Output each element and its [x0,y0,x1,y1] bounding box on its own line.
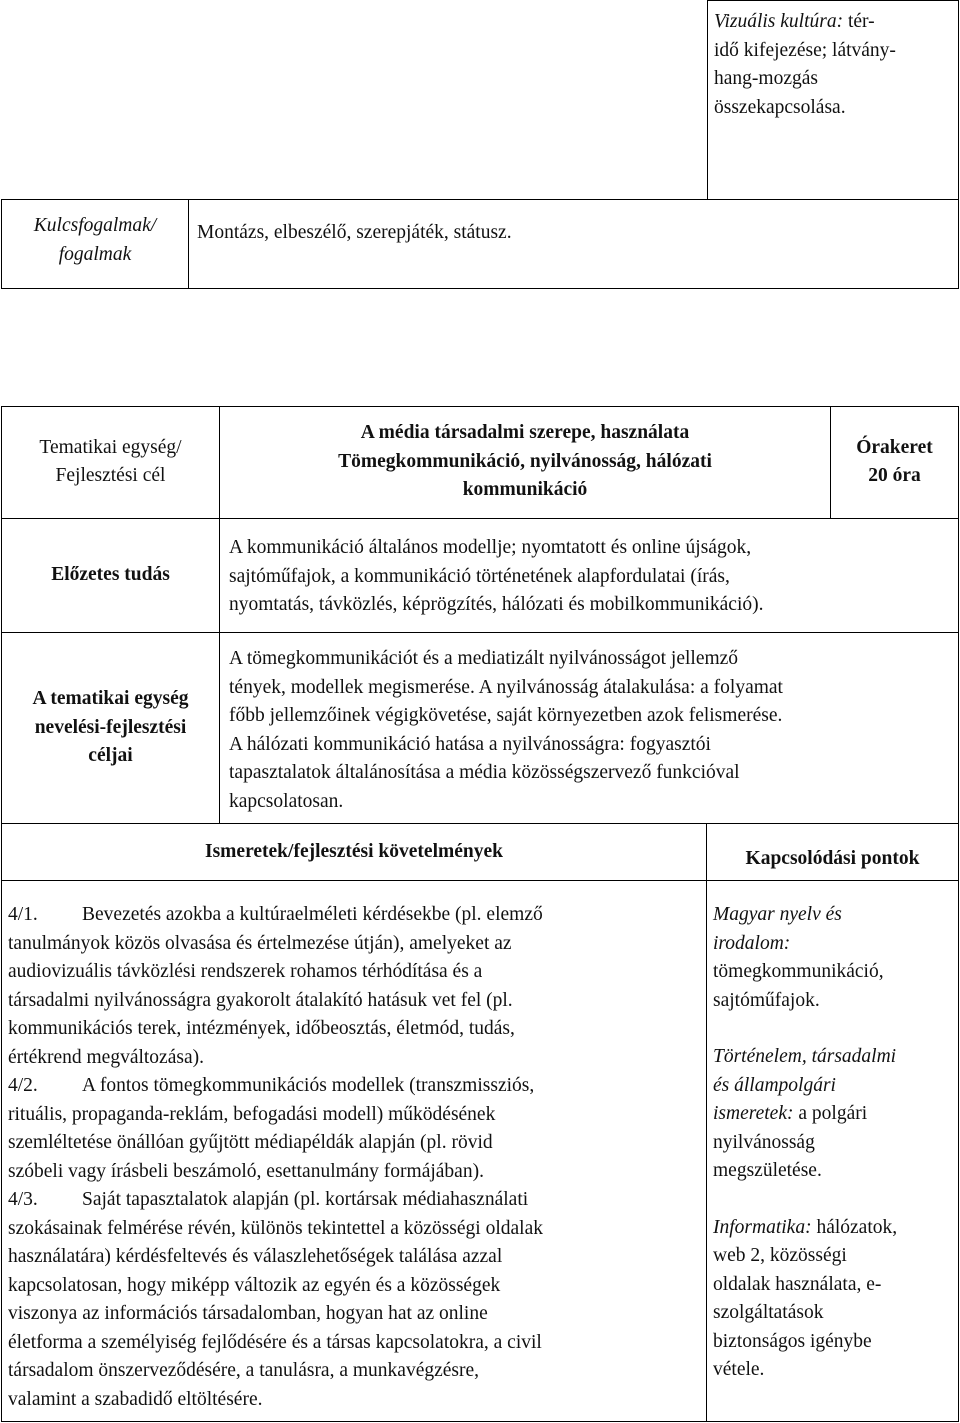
text-line: használatára) kérdésfeltevés és válaszlehetőségek találása azzal [8,1246,503,1267]
text-line: A tömegkommunikációt és a mediatizált nyilvánosságot jellemző [229,648,739,669]
connection-item [713,1043,955,1186]
text-line: sajtóműfajok. [713,989,820,1011]
label-line: Tematikai egység/ [39,436,182,458]
note-text: összekapcsolása. [714,96,846,118]
connections-header: Kapcsolódási pontok [745,847,920,869]
title-line: Tömegkommunikáció, nyilvánosság, hálózati [338,450,712,472]
text-line: audiovizuális távközlési rendszerek rohamos térhódítása és a [8,961,483,982]
unit-title [220,406,830,518]
label-line: Kulcsfogalmak/ [33,215,157,236]
connections-list [713,901,955,1385]
text-line: A kommunikáció általános modellje; nyomtatott és online újságok, [229,537,752,558]
subject-label: és állampolgári [713,1074,836,1096]
text-line: web 2, közösségi [713,1245,847,1266]
rule [958,406,959,1422]
text-line: kommunikációs terek, intézmények, időbeosztás, életmód, tudás, [8,1018,515,1039]
rule [707,0,708,200]
requirement-number: 4/1. [8,904,38,925]
text-line: A hálózati kommunikáció hatása a nyilvánosságra: fogyasztói [229,733,711,755]
note-text: idő kifejezése; látvány- [714,39,896,61]
requirement-item [8,901,700,1072]
requirement-item [8,1186,700,1414]
text-line: valamint a szabadidő eltöltésére. [8,1388,263,1410]
hours-label: Órakeret [856,436,933,458]
rule [1,1421,959,1422]
rule [706,823,707,1422]
rule [707,0,959,1]
goals-text [229,645,954,816]
goals-label [2,633,219,823]
text-line: Bevezetés azokba a kultúraelméleti kérdésekbe (pl. elemző [82,904,543,925]
text-line: szóbeli vagy írásbeli beszámoló, esettanulmány formájában). [8,1160,484,1182]
text-line: biztonságos igénybe [713,1330,872,1352]
text-line: A fontos tömegkommunikációs modellek (transzmissziós, [82,1075,535,1096]
connection-item [713,1214,955,1385]
text-line: szolgáltatások [713,1302,824,1323]
keywords-label [2,212,188,269]
text-line: oldalak használata, e- [713,1273,882,1295]
subject-label: irodalom: [713,932,791,954]
label-line: Fejlesztési cél [55,465,166,486]
title-line: A média társadalmi szerepe, használata [360,422,690,444]
text-line: kapcsolatosan, hogy miképp változik az egyén és a közösségek [8,1274,501,1296]
text-line: megszületése. [713,1160,822,1181]
connection-item [713,901,955,1015]
text-line: rituális, propaganda-reklám, befogadási modell) működésének [8,1103,496,1125]
label-line: nevelési-fejlesztési [34,716,187,738]
text-line: tömegkommunikáció, [713,961,884,982]
visual-culture-note [714,8,954,122]
text-line: életforma a személyiség fejlődésére és a társas kapcsolatokra, a civil [8,1331,542,1353]
keywords-value: Montázs, elbeszélő, szerepjáték, státusz. [197,222,512,243]
title-line: kommunikáció [462,479,588,501]
note-text: hang-mozgás [714,68,818,89]
rule [958,0,959,288]
subject-label: Vizuális kultúra: [714,11,844,32]
text-line: értékrend megváltozása). [8,1046,204,1068]
label-line: céljai [88,745,133,767]
requirement-item [8,1072,700,1186]
label-line: Előzetes tudás [51,564,170,586]
rule [1,199,959,200]
text-line: tapasztalatok általánosítása a média közösségszervező funkcióval [229,762,740,783]
hours-cell [831,406,958,518]
label-line: fogalmak [58,243,132,265]
text-line: sajtóműfajok, a kommunikáció történetének alapfordulatai (írás, [229,565,730,587]
text-line: kapcsolatosan. [229,790,344,812]
text-line: tények, modellek megismerése. A nyilvánosság átalakulása: a folyamat [229,676,783,698]
text-line: társadalmi nyilvánosságra gyakorolt átalakító hatásuk vet fel (pl. [8,989,513,1011]
text-line: szokásainak felmérése révén, különös tekintettel a közösségi oldalak [8,1217,543,1239]
hours-value: 20 óra [868,465,921,486]
prior-knowledge-label [2,519,219,632]
subject-label: ismeretek: [713,1103,794,1124]
subject-label: Történelem, társadalmi [713,1046,897,1067]
text-line: hálózatok, [816,1216,898,1238]
label-line: A tematikai egység [32,688,189,710]
text-line: szemléltetése önállóan gyűjtött médiapéldák alapján (pl. rövid [8,1132,493,1153]
text-line: vétele. [713,1359,765,1380]
text-line: nyomtatás, távközlés, képrögzítés, hálózati és mobilkommunikáció). [229,594,764,615]
requirement-number: 4/3. [8,1189,38,1210]
note-text: tér- [847,11,875,32]
text-line: Saját tapasztalatok alapján (pl. kortársak médiahasználati [82,1189,529,1210]
text-line: tanulmányok közös olvasása és értelmezése útján), amelyeket az [8,932,512,954]
requirement-number: 4/2. [8,1075,38,1096]
text-line: nyilvánosság [713,1131,815,1153]
subject-label: Magyar nyelv és [713,904,842,925]
rule [188,199,189,289]
subject-label: Informatika: [713,1216,812,1238]
rule [1,288,959,289]
text-line: főbb jellemzőinek végigkövetése, saját környezetben azok felismerése. [229,705,783,726]
requirements-header: Ismeretek/fejlesztési követelmények [205,840,503,862]
unit-label [2,406,219,518]
prior-knowledge-text [229,534,954,620]
text-line: társadalom önszerveződésére, a tanulásra, a munkavégzésre, [8,1360,480,1381]
text-line: viszonya az információs társadalomban, hogyan hat az online [8,1303,488,1324]
text-line: a polgári [798,1103,868,1124]
requirements-list [8,901,700,1414]
